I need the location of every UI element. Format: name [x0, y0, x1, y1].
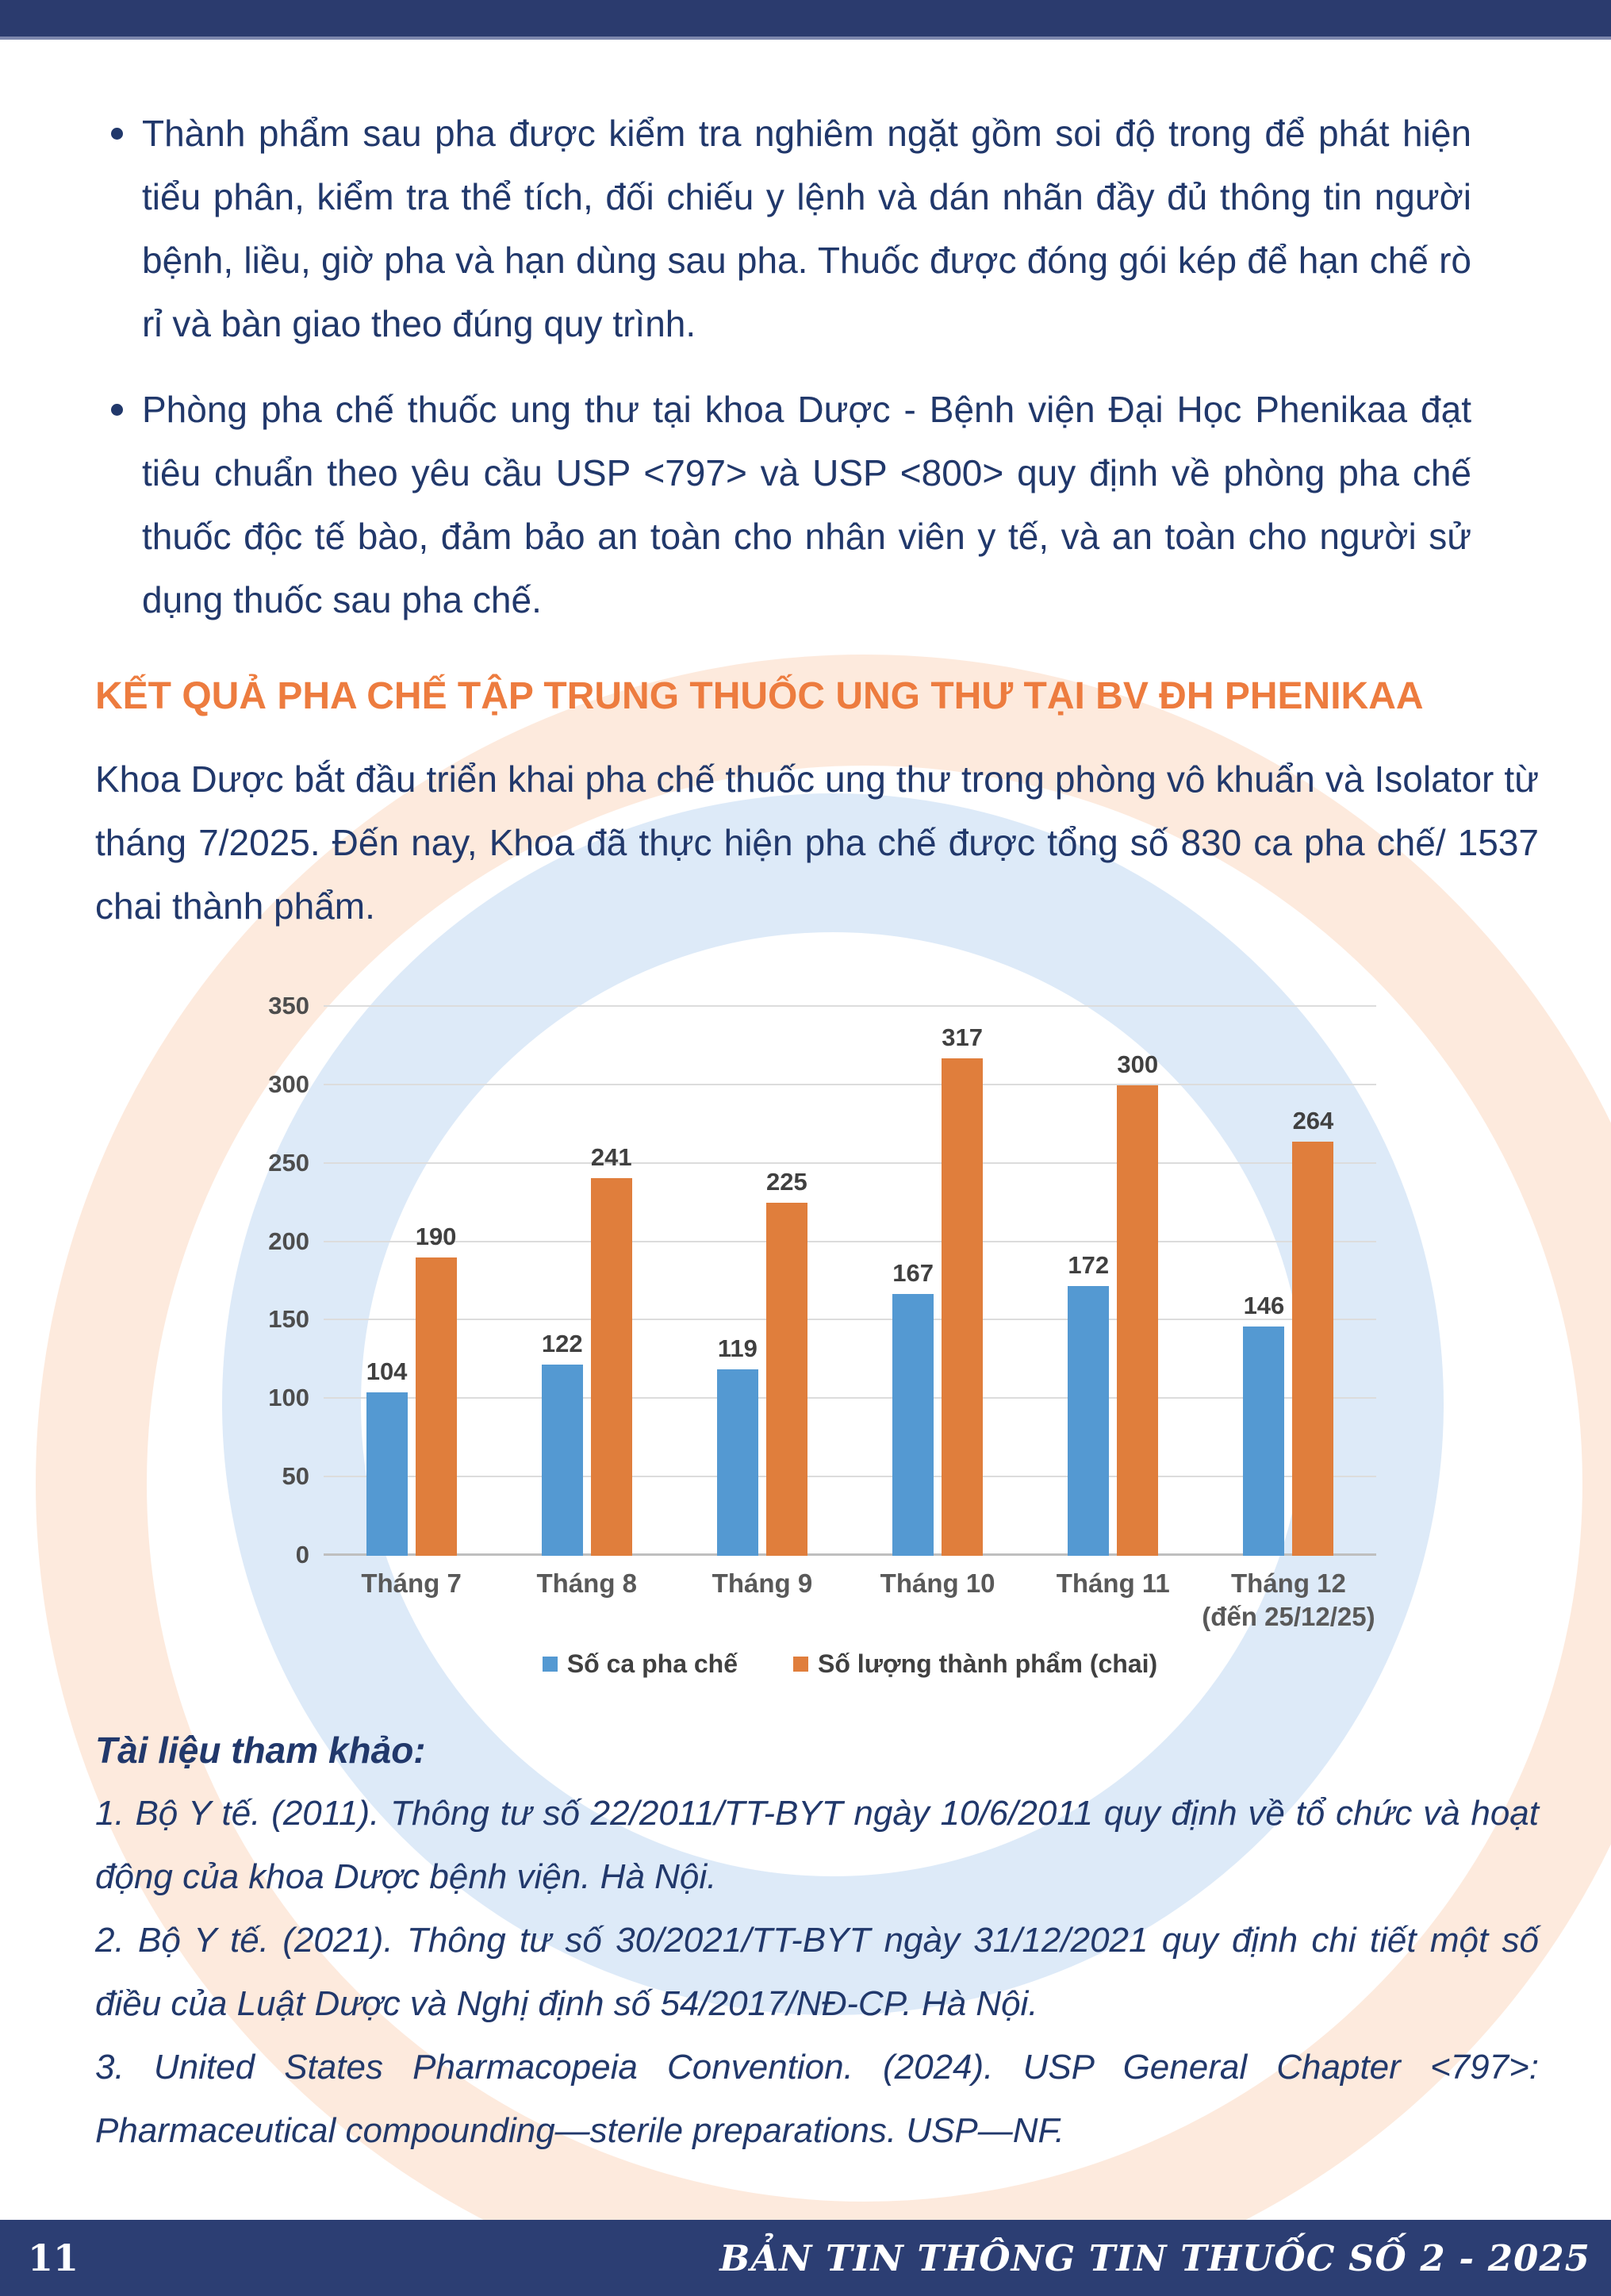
page-number: 11	[28, 2236, 79, 2279]
bar-group	[850, 985, 1026, 1556]
bullet-text: Thành phẩm sau pha được kiểm tra nghiêm ngặt gồm soi độ trong để phát hiện tiểu phân, kiểm tra thể tích, đối chiếu y lệnh và dán nhãn đầy đủ thông tin người bệnh, liều, giờ pha và hạn dùng sau pha. Thuốc được đóng gói kép để hạn chế rò rỉ và bàn giao theo đúng quy trình.	[142, 113, 1471, 344]
bar-value-label: 104	[366, 1357, 408, 1386]
bar-with-label	[366, 985, 408, 1556]
bar-with-label	[1117, 985, 1158, 1556]
bar-value-label: 241	[590, 1142, 632, 1171]
bar	[942, 1058, 983, 1556]
bullet-text: Phòng pha chế thuốc ung thư tại khoa Dược - Bệnh viện Đại Học Phenikaa đạt tiêu chuẩn theo yêu cầu USP <797> và USP <800> quy định về phòng pha chế thuốc độc tế bào, đảm bảo an toàn cho nhân viên y tế, và an toàn cho người sử dụng thuốc sau pha chế.	[142, 389, 1471, 620]
bar-with-label	[1243, 985, 1284, 1556]
bar	[766, 1203, 807, 1556]
x-axis-label: Tháng 12 (đến 25/12/25)	[1202, 1568, 1375, 1631]
bar	[416, 1257, 457, 1556]
legend-label: Số lượng thành phẩm (chai)	[818, 1649, 1158, 1678]
x-axis-labels	[324, 1567, 1376, 1634]
top-bar	[0, 0, 1611, 40]
bar-value-label: 190	[415, 1223, 457, 1251]
bar	[591, 1178, 632, 1556]
bar-value-label: 172	[1068, 1250, 1110, 1279]
x-axis-label: Tháng 9	[712, 1568, 813, 1598]
legend-label: Số ca pha chế	[566, 1649, 738, 1678]
bar-value-label: 167	[892, 1258, 934, 1287]
bar-value-label: 225	[766, 1168, 807, 1196]
bar-groups	[324, 985, 1376, 1556]
bar-group	[499, 985, 674, 1556]
bullet-dot-icon	[111, 404, 123, 416]
references-heading: Tài liệu tham khảo:	[95, 1730, 426, 1771]
y-axis-tick: 300	[268, 1069, 309, 1098]
references-section	[95, 1718, 1539, 2163]
x-axis-label: Tháng 11	[1056, 1568, 1170, 1598]
bar-with-label	[542, 985, 583, 1556]
reference-item: 1. Bộ Y tế. (2011). Thông tư số 22/2011/TT-BYT ngày 10/6/2011 quy định về tổ chức và hoạt động của khoa Dược bệnh viện. Hà Nội.	[95, 1794, 1539, 1896]
x-axis-label: Tháng 10	[880, 1568, 995, 1598]
bar-with-label	[416, 985, 457, 1556]
page-content	[95, 102, 1539, 2163]
section-heading: KẾT QUẢ PHA CHẾ TẬP TRUNG THUỐC UNG THƯ TẠI BV ĐH PHENIKAA	[95, 675, 1424, 717]
bullet-dot-icon	[111, 128, 123, 140]
bar-with-label	[1292, 985, 1333, 1556]
y-axis-tick: 350	[268, 992, 309, 1019]
x-axis-label: Tháng 8	[536, 1568, 638, 1598]
bar	[892, 1294, 934, 1556]
bar-value-label: 300	[1117, 1050, 1159, 1078]
bar	[1068, 1286, 1109, 1556]
legend-swatch-icon	[543, 1657, 558, 1672]
bar-value-label: 122	[541, 1329, 583, 1357]
bullet-item	[95, 102, 1471, 355]
legend-item	[543, 1649, 738, 1679]
bullet-list	[95, 102, 1539, 632]
bar-with-label	[1068, 985, 1109, 1556]
bar	[1292, 1142, 1333, 1556]
bar-group	[1201, 985, 1376, 1556]
bar-group	[674, 985, 850, 1556]
legend-item	[793, 1649, 1157, 1679]
bar-value-label: 264	[1292, 1107, 1334, 1135]
bar	[1117, 1085, 1158, 1556]
chart-legend	[324, 1649, 1376, 1679]
section-paragraph: Khoa Dược bắt đầu triển khai pha chế thuốc ung thư trong phòng vô khuẩn và Isolator từ tháng 7/2025. Đến nay, Khoa đã thực hiện pha chế được tổng số 830 ca pha chế/ 1537 chai thành phẩm.	[95, 758, 1539, 927]
bar-with-label	[942, 985, 983, 1556]
bar-with-label	[591, 985, 632, 1556]
y-axis-tick: 200	[268, 1227, 309, 1255]
y-axis-tick: 0	[295, 1541, 309, 1568]
footer-bar	[0, 2220, 1611, 2296]
x-axis-label: Tháng 7	[361, 1568, 462, 1598]
reference-item: 2. Bộ Y tế. (2021). Thông tư số 30/2021/TT-BYT ngày 31/12/2021 quy định chi tiết một số điều của Luật Dược và Nghị định số 54/2017/NĐ-CP. Hà Nội.	[95, 1921, 1539, 2023]
footer-title: BẢN TIN THÔNG TIN THUỐC SỐ 2 - 2025	[719, 2236, 1590, 2279]
bar-chart	[262, 985, 1376, 1679]
y-axis-tick: 250	[268, 1148, 309, 1177]
chart-plot-area	[268, 985, 1376, 1568]
bar-group	[324, 985, 499, 1556]
bar-value-label: 119	[717, 1334, 758, 1362]
bar-value-label: 317	[942, 1023, 983, 1052]
bar-with-label	[892, 985, 934, 1556]
bar-group	[1026, 985, 1201, 1556]
reference-item: 3. United States Pharmacopeia Convention. (2024). USP General Chapter <797>: Pharmaceutical compounding—sterile preparations. USP—NF.	[95, 2048, 1539, 2150]
bar-with-label	[766, 985, 807, 1556]
bar-value-label: 146	[1243, 1292, 1285, 1320]
bar	[717, 1369, 758, 1556]
legend-swatch-icon	[793, 1657, 808, 1672]
y-axis-tick: 50	[282, 1462, 309, 1491]
bar	[542, 1365, 583, 1556]
y-axis-tick: 100	[268, 1384, 309, 1412]
bar	[366, 1392, 408, 1556]
bullet-item	[95, 378, 1471, 632]
bar	[1243, 1327, 1284, 1556]
y-axis-tick: 150	[268, 1305, 309, 1334]
bar-with-label	[717, 985, 758, 1556]
